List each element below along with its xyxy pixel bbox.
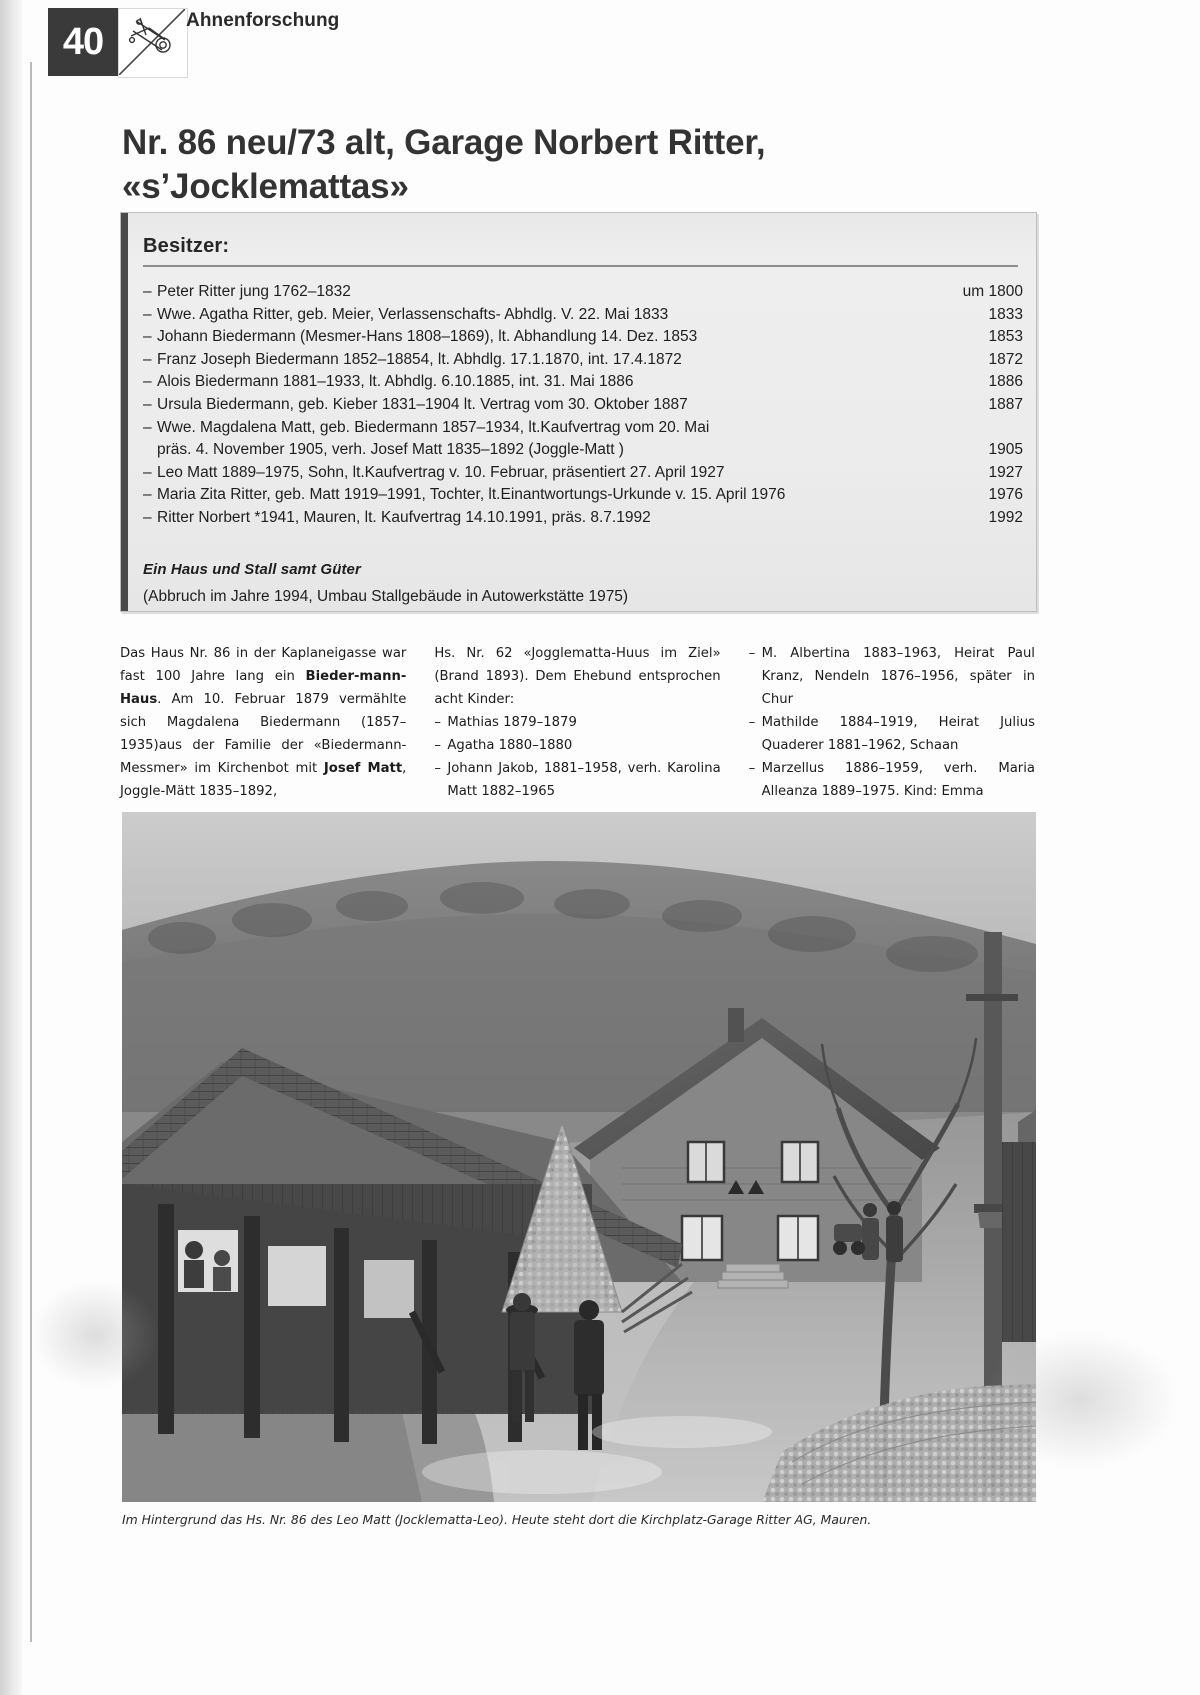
owners-box-heading: Besitzer: [143,235,230,257]
owner-entry-year: 1976 [988,486,1023,504]
owner-entry-text: Ursula Biedermann, geb. Kieber 1831–1904 lt. Vertrag vom 30. Oktober 1887 [157,395,688,413]
body-column-3 [749,642,1035,803]
child-entry-dash: – [434,761,441,776]
owner-entry-text: Leo Matt 1889–1975, Sohn, lt.Kaufvertrag v. 10. Februar, präsentiert 27. April 1927 [157,463,725,481]
owner-entry-year: 1872 [988,350,1023,368]
owner-entry-dash: – [143,508,152,526]
owner-entry-dash: – [143,373,152,391]
owner-entry-dash: – [143,350,152,368]
owner-entry [143,507,1023,530]
child-entry-text: Mathias 1879–1879 [447,715,577,730]
owner-entry-year: 1992 [988,508,1023,526]
owner-entry-dash: – [143,395,152,413]
owners-box-accent-bar [121,213,128,611]
body-bold-josef-matt: Josef Matt [323,761,403,776]
body-column-2 [434,642,720,803]
owner-entry-dash: – [143,328,152,346]
owner-entry-text: Wwe. Agatha Ritter, geb. Meier, Verlassenschafts- Abhdlg. V. 22. Mai 1833 [157,305,669,323]
child-entry-text: Marzellus 1886–1959, verh. Maria Alleanza 1889–1975. Kind: Emma [761,761,1035,799]
owner-entry-dash: – [143,418,152,436]
page-margin-rule [30,62,32,1642]
owner-entry-text: Wwe. Magdalena Matt, geb. Biedermann 1857–1934, lt.Kaufvertrag vom 20. Mai [157,418,710,436]
owner-entry-year: 1927 [988,463,1023,481]
owner-entry [143,349,1023,372]
owner-entry-text: Franz Joseph Biedermann 1852–18854, lt. Abhdlg. 17.1.1870, int. 17.4.1872 [157,350,682,368]
owner-entry [143,304,1023,327]
owner-entry [143,417,1023,440]
historic-photograph [122,812,1036,1502]
owners-box-footer [143,561,1003,606]
owner-entry [143,371,1023,394]
surveying-instrument-icon [118,8,188,78]
child-entry [749,642,1035,711]
owner-entry-year: 1886 [988,373,1023,391]
child-entry [434,711,720,734]
child-entry-text: M. Albertina 1883–1963, Heirat Paul Kranz, Nendeln 1876–1956, später in Chur [761,646,1035,707]
owner-entry-year: um 1800 [962,283,1023,300]
owner-entry-text: Peter Ritter jung 1762–1832 [157,283,351,300]
children-list-column-2 [434,711,720,803]
child-entry [434,734,720,757]
owner-entry-dash: – [143,283,152,300]
child-entry [434,757,720,803]
children-list-column-3 [749,642,1035,803]
body-column-1 [120,642,406,803]
owner-entry [143,439,1023,462]
child-entry-dash: – [748,761,756,776]
body-text-1a: Das Haus Nr. 86 in der Kaplaneigasse war fast 100 Jahre lang ein [120,646,407,684]
owner-entry [143,462,1023,485]
section-title: Ahnenforschung [186,10,340,31]
owner-entry-text: präs. 4. November 1905, verh. Josef Matt 1835–1892 (Joggle-Matt ) [157,441,624,459]
child-entry-dash: – [748,646,756,661]
body-paragraph-1 [120,642,406,803]
photo-caption: Im Hintergrund das Hs. Nr. 86 des Leo Matt (Jocklematta-Leo). Heute steht dort die Kirchplatz-Garage Ritter AG, Mauren. [122,1512,872,1527]
owners-box-divider [143,265,1018,267]
owner-entry-year: 1853 [988,328,1023,346]
owner-entry-year: 1887 [988,395,1023,413]
owner-entry-year: 1833 [988,305,1023,323]
page-edge-shadow [0,0,22,1695]
owner-entry-year: 1905 [988,441,1023,459]
owner-entry [143,394,1023,417]
owner-entry-text: Alois Biedermann 1881–1933, lt. Abhdlg. 6.10.1885, int. 31. Mai 1886 [157,373,634,391]
body-columns [120,642,1035,803]
body-text-1c: , Joggle-Mätt 1835–1892, [120,761,407,799]
owners-list [143,281,1023,530]
child-entry [749,757,1035,803]
owner-entry [143,326,1023,349]
owners-footer-subtitle: (Abbruch im Jahre 1994, Umbau Stallgebäude in Autowerkstätte 1975) [143,588,629,605]
owners-box [120,212,1037,612]
owner-entry-text: Maria Zita Ritter, geb. Matt 1919–1991, Tochter, lt.Einantwortungs-Urkunde v. 15. April 1976 [157,486,786,504]
child-entry-dash: – [748,715,756,730]
owner-entry-text: Johann Biedermann (Mesmer-Hans 1808–1869), lt. Abhandlung 14. Dez. 1853 [157,328,698,346]
page-title-line-1: Nr. 86 neu/73 alt, Garage Norbert Ritter, [122,123,766,163]
page-title [122,121,1072,209]
body-paragraph-2: Hs. Nr. 62 «Jogglematta-Huus im Ziel» (Brand 1893). Dem Ehebund entsprochen acht Kinder: [434,646,721,707]
child-entry [749,711,1035,757]
owner-entry-text: Ritter Norbert *1941, Mauren, lt. Kaufvertrag 14.10.1991, präs. 8.7.1992 [157,508,651,526]
child-entry-dash: – [434,738,441,753]
child-entry-text: Mathilde 1884–1919, Heirat Julius Quaderer 1881–1962, Schaan [761,715,1035,753]
owners-footer-title: Ein Haus und Stall samt Güter [143,561,361,578]
owner-entry-dash: – [143,463,152,481]
page-title-line-2: «s’Jocklemattas» [122,167,409,207]
child-entry-text: Agatha 1880–1880 [447,738,573,753]
child-entry-text: Johann Jakob, 1881–1958, verh. Karolina Matt 1882–1965 [447,761,721,799]
owner-entry [143,281,1023,304]
owner-entry-dash: – [143,486,152,504]
child-entry-dash: – [434,715,441,730]
owner-entry-dash: – [143,305,152,323]
page-number-badge: 40 [48,8,118,76]
body-text-1b: . Am 10. Februar 1879 vermählte sich Magdalena Biedermann (1857–1935)aus der Familie der «Biedermann-Messmer» im Kirchenbot mit [120,692,407,776]
owner-entry [143,484,1023,507]
body-bold-biedermann-haus: Bieder-mann-Haus [120,669,407,707]
